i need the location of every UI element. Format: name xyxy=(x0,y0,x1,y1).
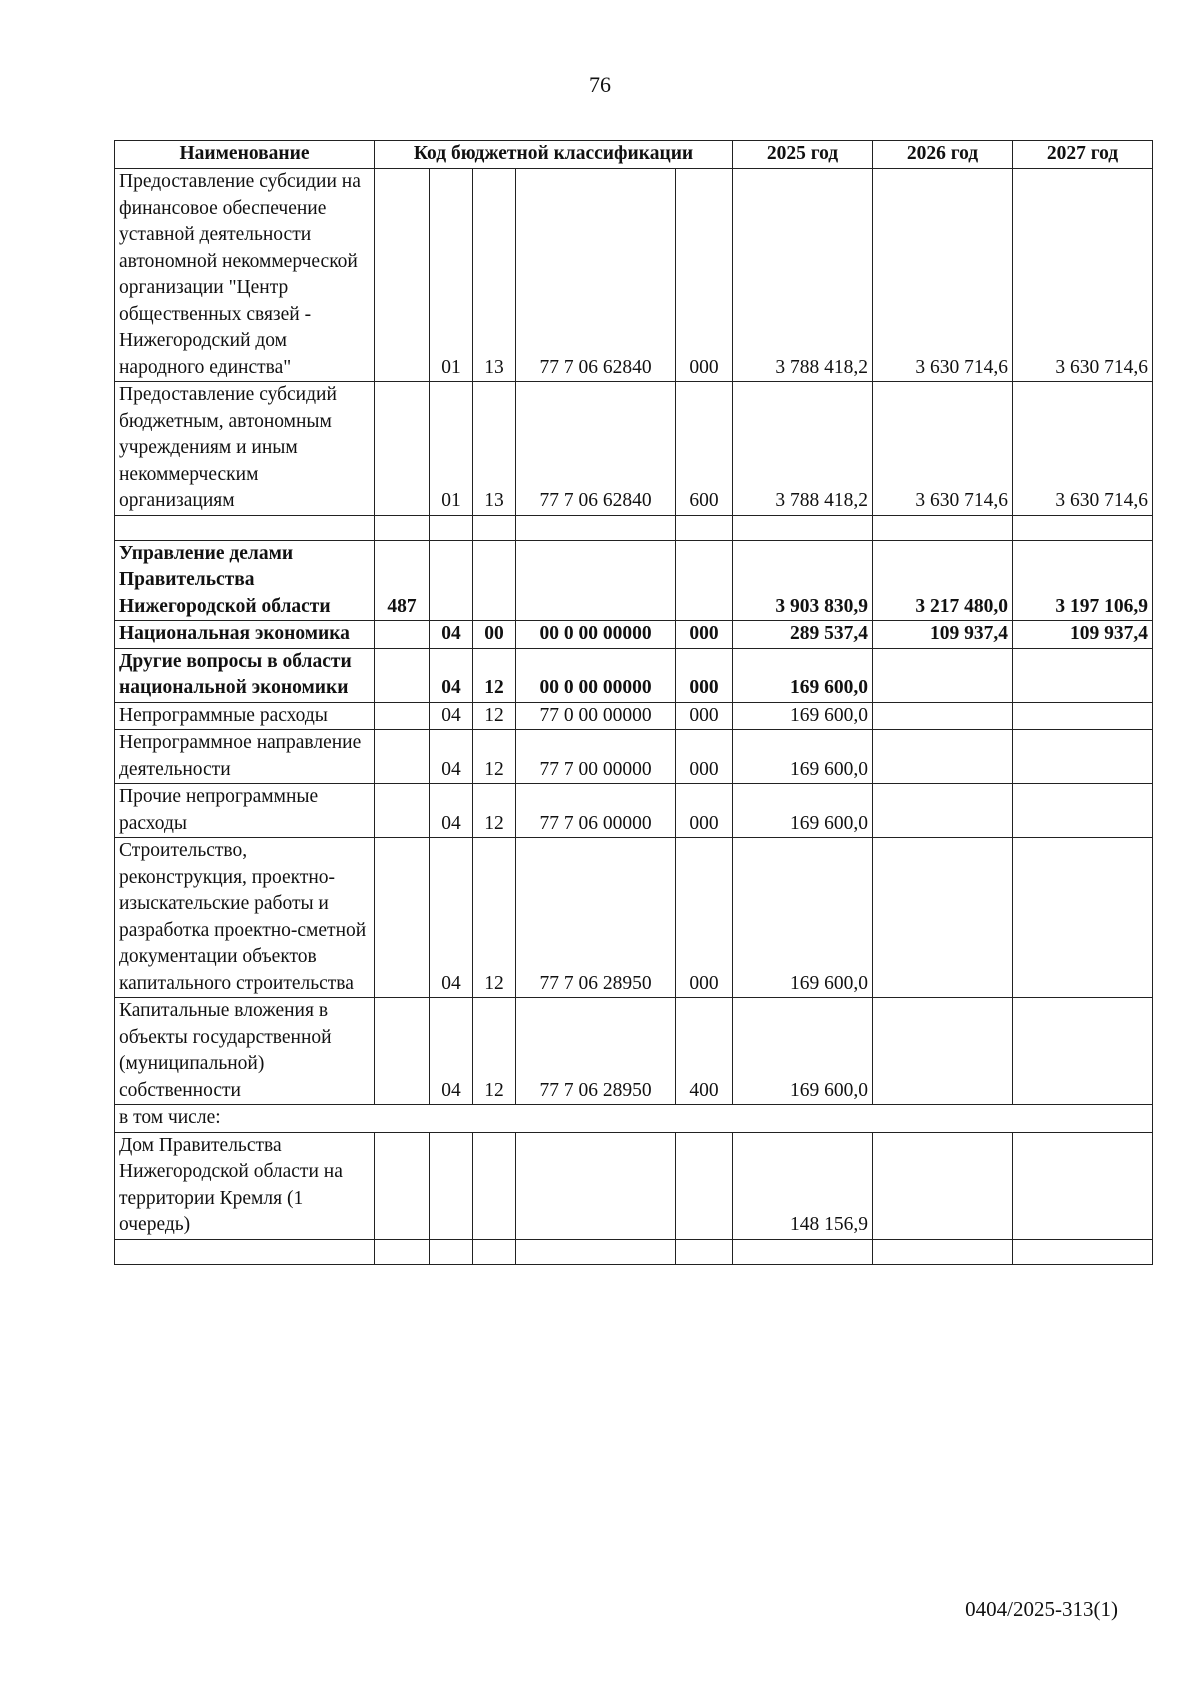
row-csr: 77 7 06 62840 xyxy=(516,382,676,516)
row-vr: 000 xyxy=(676,169,733,382)
row-2027: 3 630 714,6 xyxy=(1013,382,1153,516)
row-csr xyxy=(516,540,676,621)
page-number: 76 xyxy=(589,72,611,97)
row-ved xyxy=(375,998,430,1105)
table-row xyxy=(115,621,1153,649)
blank-row xyxy=(115,1239,1153,1264)
row-name: Дом Правительства Нижегородской области на территории Кремля (1 очередь) xyxy=(115,1132,375,1239)
row-2027: 3 197 106,9 xyxy=(1013,540,1153,621)
row-2025: 3 903 830,9 xyxy=(733,540,873,621)
row-csr: 77 7 00 00000 xyxy=(516,730,676,784)
row-2026 xyxy=(873,998,1013,1105)
row-2025: 169 600,0 xyxy=(733,648,873,702)
row-pr: 12 xyxy=(473,648,516,702)
row-vr xyxy=(676,540,733,621)
row-ved xyxy=(375,382,430,516)
row-vr: 000 xyxy=(676,621,733,649)
row-2025: 169 600,0 xyxy=(733,998,873,1105)
row-csr: 77 0 00 00000 xyxy=(516,702,676,730)
blank-row xyxy=(115,515,1153,540)
row-rz: 04 xyxy=(430,621,473,649)
row-rz: 04 xyxy=(430,648,473,702)
budget-table xyxy=(114,140,1153,1265)
row-vr: 400 xyxy=(676,998,733,1105)
row-2025: 169 600,0 xyxy=(733,784,873,838)
row-rz: 04 xyxy=(430,730,473,784)
row-pr: 12 xyxy=(473,838,516,998)
row-2027: 3 630 714,6 xyxy=(1013,169,1153,382)
row-2026 xyxy=(873,730,1013,784)
document-number: 0404/2025-313(1) xyxy=(965,1597,1118,1621)
row-vr: 000 xyxy=(676,730,733,784)
row-name: в том числе: xyxy=(115,1105,1153,1133)
row-2027 xyxy=(1013,838,1153,998)
row-2026: 3 630 714,6 xyxy=(873,169,1013,382)
header-2025: 2025 год xyxy=(733,141,873,169)
row-2025: 169 600,0 xyxy=(733,838,873,998)
table-row xyxy=(115,784,1153,838)
table-row xyxy=(115,382,1153,516)
row-rz: 04 xyxy=(430,702,473,730)
row-ved xyxy=(375,648,430,702)
row-name: Непрограммные расходы xyxy=(115,702,375,730)
table-row xyxy=(115,648,1153,702)
row-rz: 04 xyxy=(430,838,473,998)
row-2027: 109 937,4 xyxy=(1013,621,1153,649)
row-2026: 3 630 714,6 xyxy=(873,382,1013,516)
table-row xyxy=(115,702,1153,730)
row-rz: 01 xyxy=(430,382,473,516)
row-2026: 3 217 480,0 xyxy=(873,540,1013,621)
row-name: Другие вопросы в области национальной экономики xyxy=(115,648,375,702)
table-row xyxy=(115,169,1153,382)
row-vr: 000 xyxy=(676,702,733,730)
row-2027 xyxy=(1013,784,1153,838)
row-name: Прочие непрограммные расходы xyxy=(115,784,375,838)
row-2025: 3 788 418,2 xyxy=(733,382,873,516)
row-rz: 04 xyxy=(430,784,473,838)
row-2027 xyxy=(1013,998,1153,1105)
row-2025: 169 600,0 xyxy=(733,730,873,784)
row-rz xyxy=(430,540,473,621)
row-ved xyxy=(375,169,430,382)
row-vr: 600 xyxy=(676,382,733,516)
row-vr: 000 xyxy=(676,648,733,702)
row-2027 xyxy=(1013,648,1153,702)
row-csr: 77 7 06 62840 xyxy=(516,169,676,382)
header-name: Наименование xyxy=(115,141,375,169)
row-ved: 487 xyxy=(375,540,430,621)
row-2027 xyxy=(1013,702,1153,730)
row-name: Управление делами Правительства Нижегородской области xyxy=(115,540,375,621)
row-name: Непрограммное направление деятельности xyxy=(115,730,375,784)
row-csr: 77 7 06 00000 xyxy=(516,784,676,838)
row-ved xyxy=(375,730,430,784)
table-row xyxy=(115,730,1153,784)
row-ved xyxy=(375,838,430,998)
row-2025: 289 537,4 xyxy=(733,621,873,649)
row-pr: 00 xyxy=(473,621,516,649)
header-code: Код бюджетной классификации xyxy=(375,141,733,169)
table-row xyxy=(115,998,1153,1105)
row-2026: 109 937,4 xyxy=(873,621,1013,649)
row-2026 xyxy=(873,784,1013,838)
row-2026 xyxy=(873,702,1013,730)
row-2026 xyxy=(873,648,1013,702)
header-2027: 2027 год xyxy=(1013,141,1153,169)
row-ved xyxy=(375,784,430,838)
row-2027 xyxy=(1013,730,1153,784)
row-csr: 77 7 06 28950 xyxy=(516,998,676,1105)
row-pr: 12 xyxy=(473,784,516,838)
row-ved xyxy=(375,702,430,730)
header-2026: 2026 год xyxy=(873,141,1013,169)
row-name: Капитальные вложения в объекты государственной (муниципальной) собственности xyxy=(115,998,375,1105)
row-name: Национальная экономика xyxy=(115,621,375,649)
row-2025: 3 788 418,2 xyxy=(733,169,873,382)
table-row xyxy=(115,1105,1153,1133)
row-vr: 000 xyxy=(676,838,733,998)
table-row xyxy=(115,1132,1153,1239)
row-ved xyxy=(375,621,430,649)
row-csr: 00 0 00 00000 xyxy=(516,648,676,702)
row-csr: 00 0 00 00000 xyxy=(516,621,676,649)
row-pr: 13 xyxy=(473,382,516,516)
row-csr: 77 7 06 28950 xyxy=(516,838,676,998)
row-vr: 000 xyxy=(676,784,733,838)
row-pr xyxy=(473,540,516,621)
row-name: Строительство, реконструкция, проектно-изыскательские работы и разработка проектно-сметной документации объектов капитального строительства xyxy=(115,838,375,998)
row-name: Предоставление субсидии на финансовое обеспечение уставной деятельности автономной некоммерческой организации "Центр общественных связей - Нижегородский дом народного единства" xyxy=(115,169,375,382)
row-rz: 04 xyxy=(430,998,473,1105)
row-pr: 12 xyxy=(473,998,516,1105)
row-pr: 12 xyxy=(473,702,516,730)
row-2025: 169 600,0 xyxy=(733,702,873,730)
row-2025: 148 156,9 xyxy=(733,1132,873,1239)
row-rz: 01 xyxy=(430,169,473,382)
table-row xyxy=(115,838,1153,998)
row-pr: 13 xyxy=(473,169,516,382)
table-row xyxy=(115,540,1153,621)
table-header-row xyxy=(115,141,1153,169)
row-pr: 12 xyxy=(473,730,516,784)
row-name: Предоставление субсидий бюджетным, автономным учреждениям и иным некоммерческим организациям xyxy=(115,382,375,516)
row-2026 xyxy=(873,838,1013,998)
